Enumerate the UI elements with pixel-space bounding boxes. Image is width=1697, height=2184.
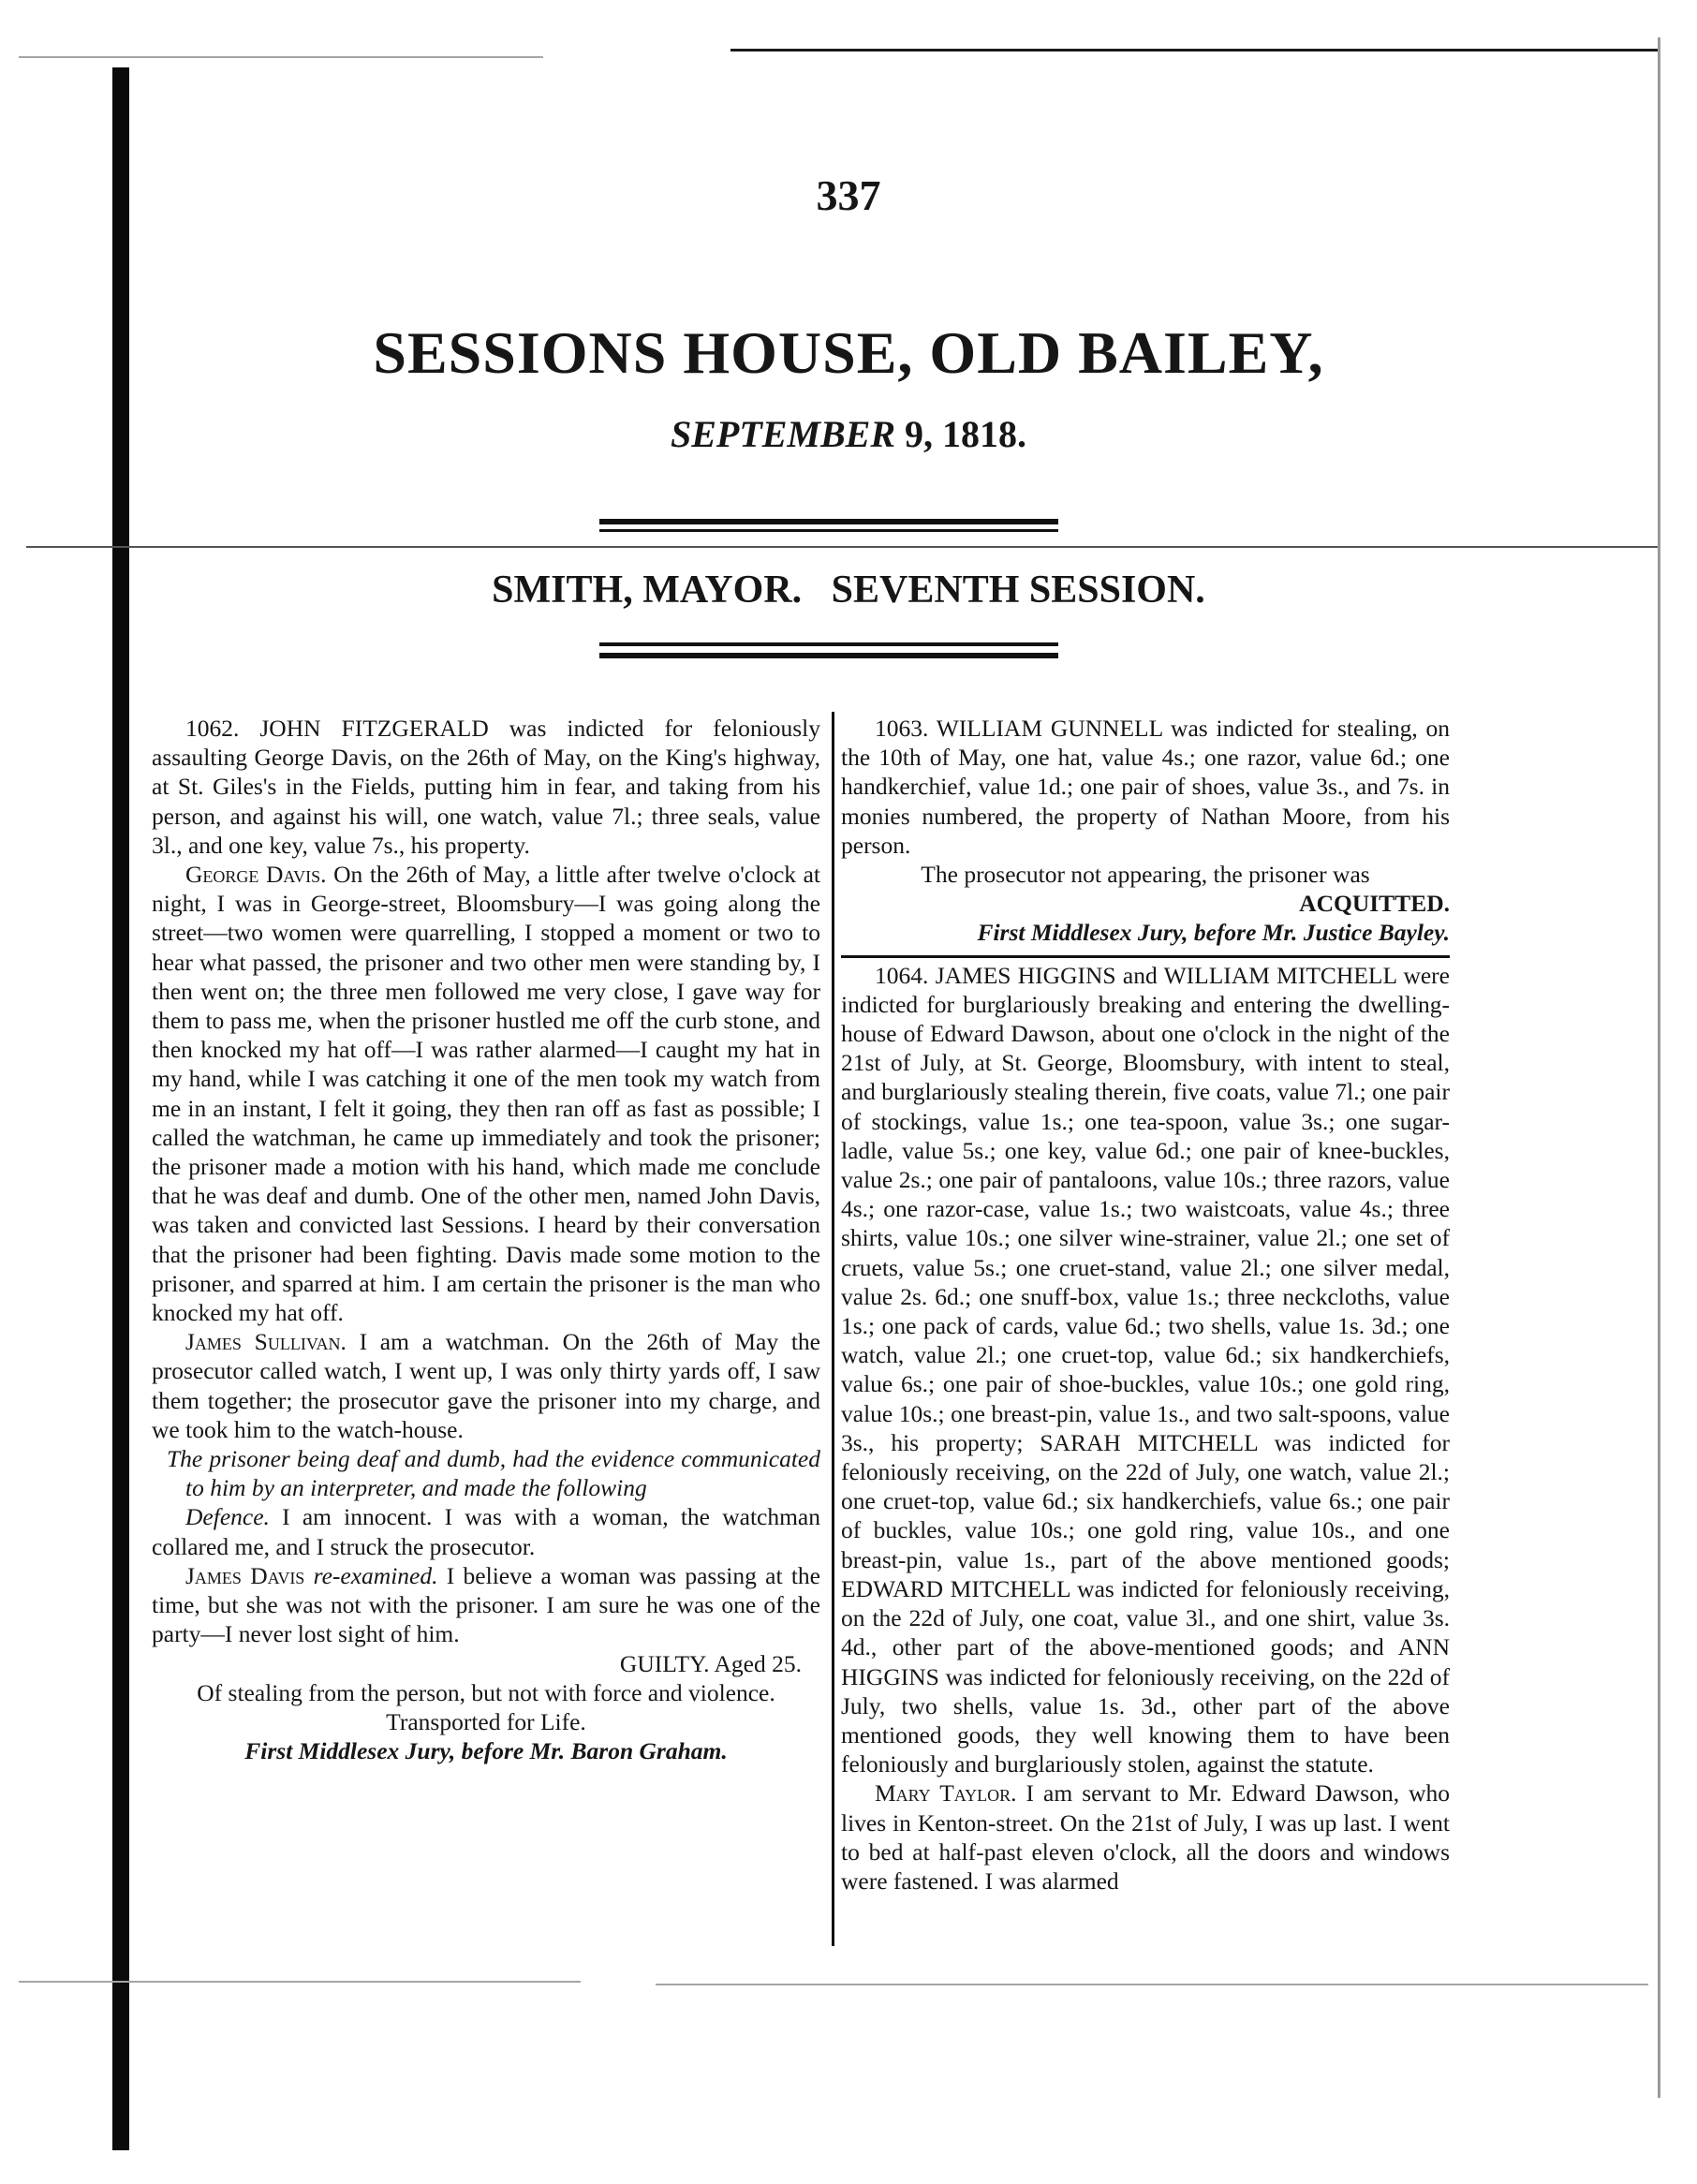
testimony-james-davis bbox=[152, 1561, 820, 1649]
witness-name: James Davis bbox=[185, 1561, 305, 1589]
date-rest: 9, 1818. bbox=[895, 413, 1027, 455]
witness-text: I am servant to Mr. Edward Dawson, who lives in Kenton-street. On the 21st of July, I was up last. I went to bed at half-past eleven o'clock, all the doors and windows were fastened. I was alarmed bbox=[841, 1779, 1450, 1895]
session-heading: SMITH, MAYOR. SEVENTH SESSION. bbox=[492, 568, 1205, 612]
stealing-note: Of stealing from the person, but not with force and violence. bbox=[197, 1678, 775, 1706]
testimony-mary-taylor bbox=[841, 1778, 1450, 1896]
prisoner-defence bbox=[152, 1502, 820, 1560]
case-1064-indictment: 1064. JAMES HIGGINS and WILLIAM MITCHELL were indicted for burglariously breaking and entering the dwelling-house of Edward Dawson, about one o'clock in the night of the 21st of July, at St. George, Bloomsbury, with intent to steal, and burglariously stealing therein, five coats, value 7l.; one pair of stockings, value 1s.; one tea-spoon, value 3s.; one sugar-ladle, value 5s.; one key, value 6d.; one pair of knee-buckles, value 2s.; one pair of pantaloons, value 10s.; three razors, value 4s.; one razor-case, value 1s.; two waistcoats, value 4s.; three shirts, value 10s.; one silver wine-strainer, value 2l.; one set of cruets, value 5s.; one cruet-stand, value 2l.; one silver medal, value 2s. 6d.; one snuff-box, value 1s.; three neckcloths, value 1s.; one pack of cards, value 6d.; two shells, value 1s. 3d.; one watch, value 2l.; one cruet-top, value 6d.; six handkerchiefs, value 6s.; one pair of shoe-buckles, value 10s.; one gold ring, value 10s.; one breast-pin, value 1s., and two salt-spoons, value 3s., his property; SARAH MITCHELL was indicted for feloniously receiving, on the 22d of July, one watch, value 2l.; one cruet-top, value 6d.; six handkerchiefs, value 6s.; one pair of buckles, value 10s.; one gold ring, value 10s., and one breast-pin, value 1s., part of the above mentioned goods; EDWARD MITCHELL was indicted for feloniously receiving, on the 22d of July, one coat, value 3l., and one shirt, value 3s. 4d., other part of the above-mentioned goods; and ANN HIGGINS was indicted for feloniously receiving, on the 22d of July, two shells, value 1s. 3d., other part of the above mentioned goods, they well knowing them to have been feloniously and burglariously stolen, against the statute. bbox=[841, 961, 1450, 1778]
acquitted-verdict: ACQUITTED. bbox=[1299, 890, 1450, 918]
reexamined-label: re-examined. bbox=[304, 1561, 438, 1589]
jury-note-left: First Middlesex Jury, before Mr. Baron Graham. bbox=[244, 1737, 728, 1765]
witness-name: Mary Taylor. bbox=[875, 1779, 1017, 1808]
testimony-james-sullivan bbox=[152, 1327, 820, 1444]
case-1062-indictment: 1062. JOHN FITZGERALD was indicted for feloniously assaulting George Davis, on the 26th of May, on the King's highway, at St. Giles's in the Fields, putting him in fear, and taking from his person, and against his will, one watch, value 7l.; three seals, value 3l., and one key, value 7s., his property. bbox=[152, 715, 820, 859]
column-divider bbox=[832, 712, 834, 1946]
case-1063-indictment: 1063. WILLIAM GUNNELL was indicted for stealing, on the 10th of May, one hat, value 4s.; one razor, value 6d.; one handkerchief, value 1d.; one pair of shoes, value 3s., and 7s. in monies numbered, the property of Nathan Moore, from his person. bbox=[841, 715, 1450, 859]
session-date bbox=[0, 412, 1697, 456]
defence-label: Defence. bbox=[185, 1503, 270, 1531]
date-month: SEPTEMBER bbox=[670, 413, 896, 455]
witness-name: James Sullivan. bbox=[185, 1328, 347, 1356]
scan-residue-line bbox=[656, 1984, 1648, 1985]
defence-text: I am innocent. I was with a woman, the watchman collared me, and I struck the prosecutor. bbox=[152, 1503, 820, 1560]
page-number: 337 bbox=[816, 171, 881, 219]
jury-note-right: First Middlesex Jury, before Mr. Justice Bayley. bbox=[977, 919, 1450, 947]
top-rule-right bbox=[730, 49, 1658, 52]
witness-name: George Davis. bbox=[185, 861, 327, 889]
witness-text: I believe a woman was passing at the time, but she was not with the prisoner. I am sure he was one of the party—I never lost sight of him. bbox=[152, 1561, 820, 1648]
scan-residue-line bbox=[19, 1981, 581, 1983]
double-rule-bottom-a bbox=[599, 642, 1058, 646]
sentence: Transported for Life. bbox=[386, 1707, 586, 1735]
right-column bbox=[841, 714, 1450, 1896]
witness-text: On the 26th of May, a little after twelve o'clock at night, I was in George-street, Bloomsbury—I was going along the street—two women were quarrelling, I stopped a moment or two to hear what passed, the prisoner and two other men were standing by, I then went on; the three men followed me very close, I gave way for them to pass me, when the prisoner hustled me off the curb stone, and then knocked my hat off—I was rather alarmed—I caught my hat in my hand, while I was catching it one of the men took my watch from me in an instant, I felt it going, they then ran off as fast as possible; I called the watchman, he came up immediately and took the prisoner; the prisoner made a motion with his hand, which made me conclude that he was deaf and dumb. One of the other men, named John Davis, was taken and convicted last Sessions. I heard by their conversation that the prisoner had been fighting. Davis made some motion to the prisoner, and sparred at him. I am certain the prisoner is the man who knocked my hat off. bbox=[152, 861, 821, 1327]
verdict: GUILTY. Aged 25. bbox=[619, 1649, 802, 1677]
left-column bbox=[152, 714, 820, 1765]
witness-text: I am a watchman. On the 26th of May the prosecutor called watch, I went up, I was only thirty yards off, I saw them together; the prosecutor gave the prisoner into my charge, and we took him to the watch-house. bbox=[152, 1328, 820, 1443]
top-rule-left bbox=[19, 56, 543, 58]
prosecutor-not-appearing: The prosecutor not appearing, the prisoner was bbox=[921, 861, 1370, 889]
double-rule-bottom-b bbox=[599, 653, 1058, 658]
horizontal-rule bbox=[26, 546, 1658, 548]
page-title: SESSIONS HOUSE, OLD BAILEY, bbox=[373, 319, 1324, 386]
double-rule-top-b bbox=[599, 529, 1058, 532]
testimony-george-davis bbox=[152, 860, 820, 1327]
double-rule-top-a bbox=[599, 519, 1058, 524]
deaf-dumb-note: The prisoner being deaf and dumb, had the evidence communicated to him by an interpreter, and made the following bbox=[167, 1445, 820, 1502]
